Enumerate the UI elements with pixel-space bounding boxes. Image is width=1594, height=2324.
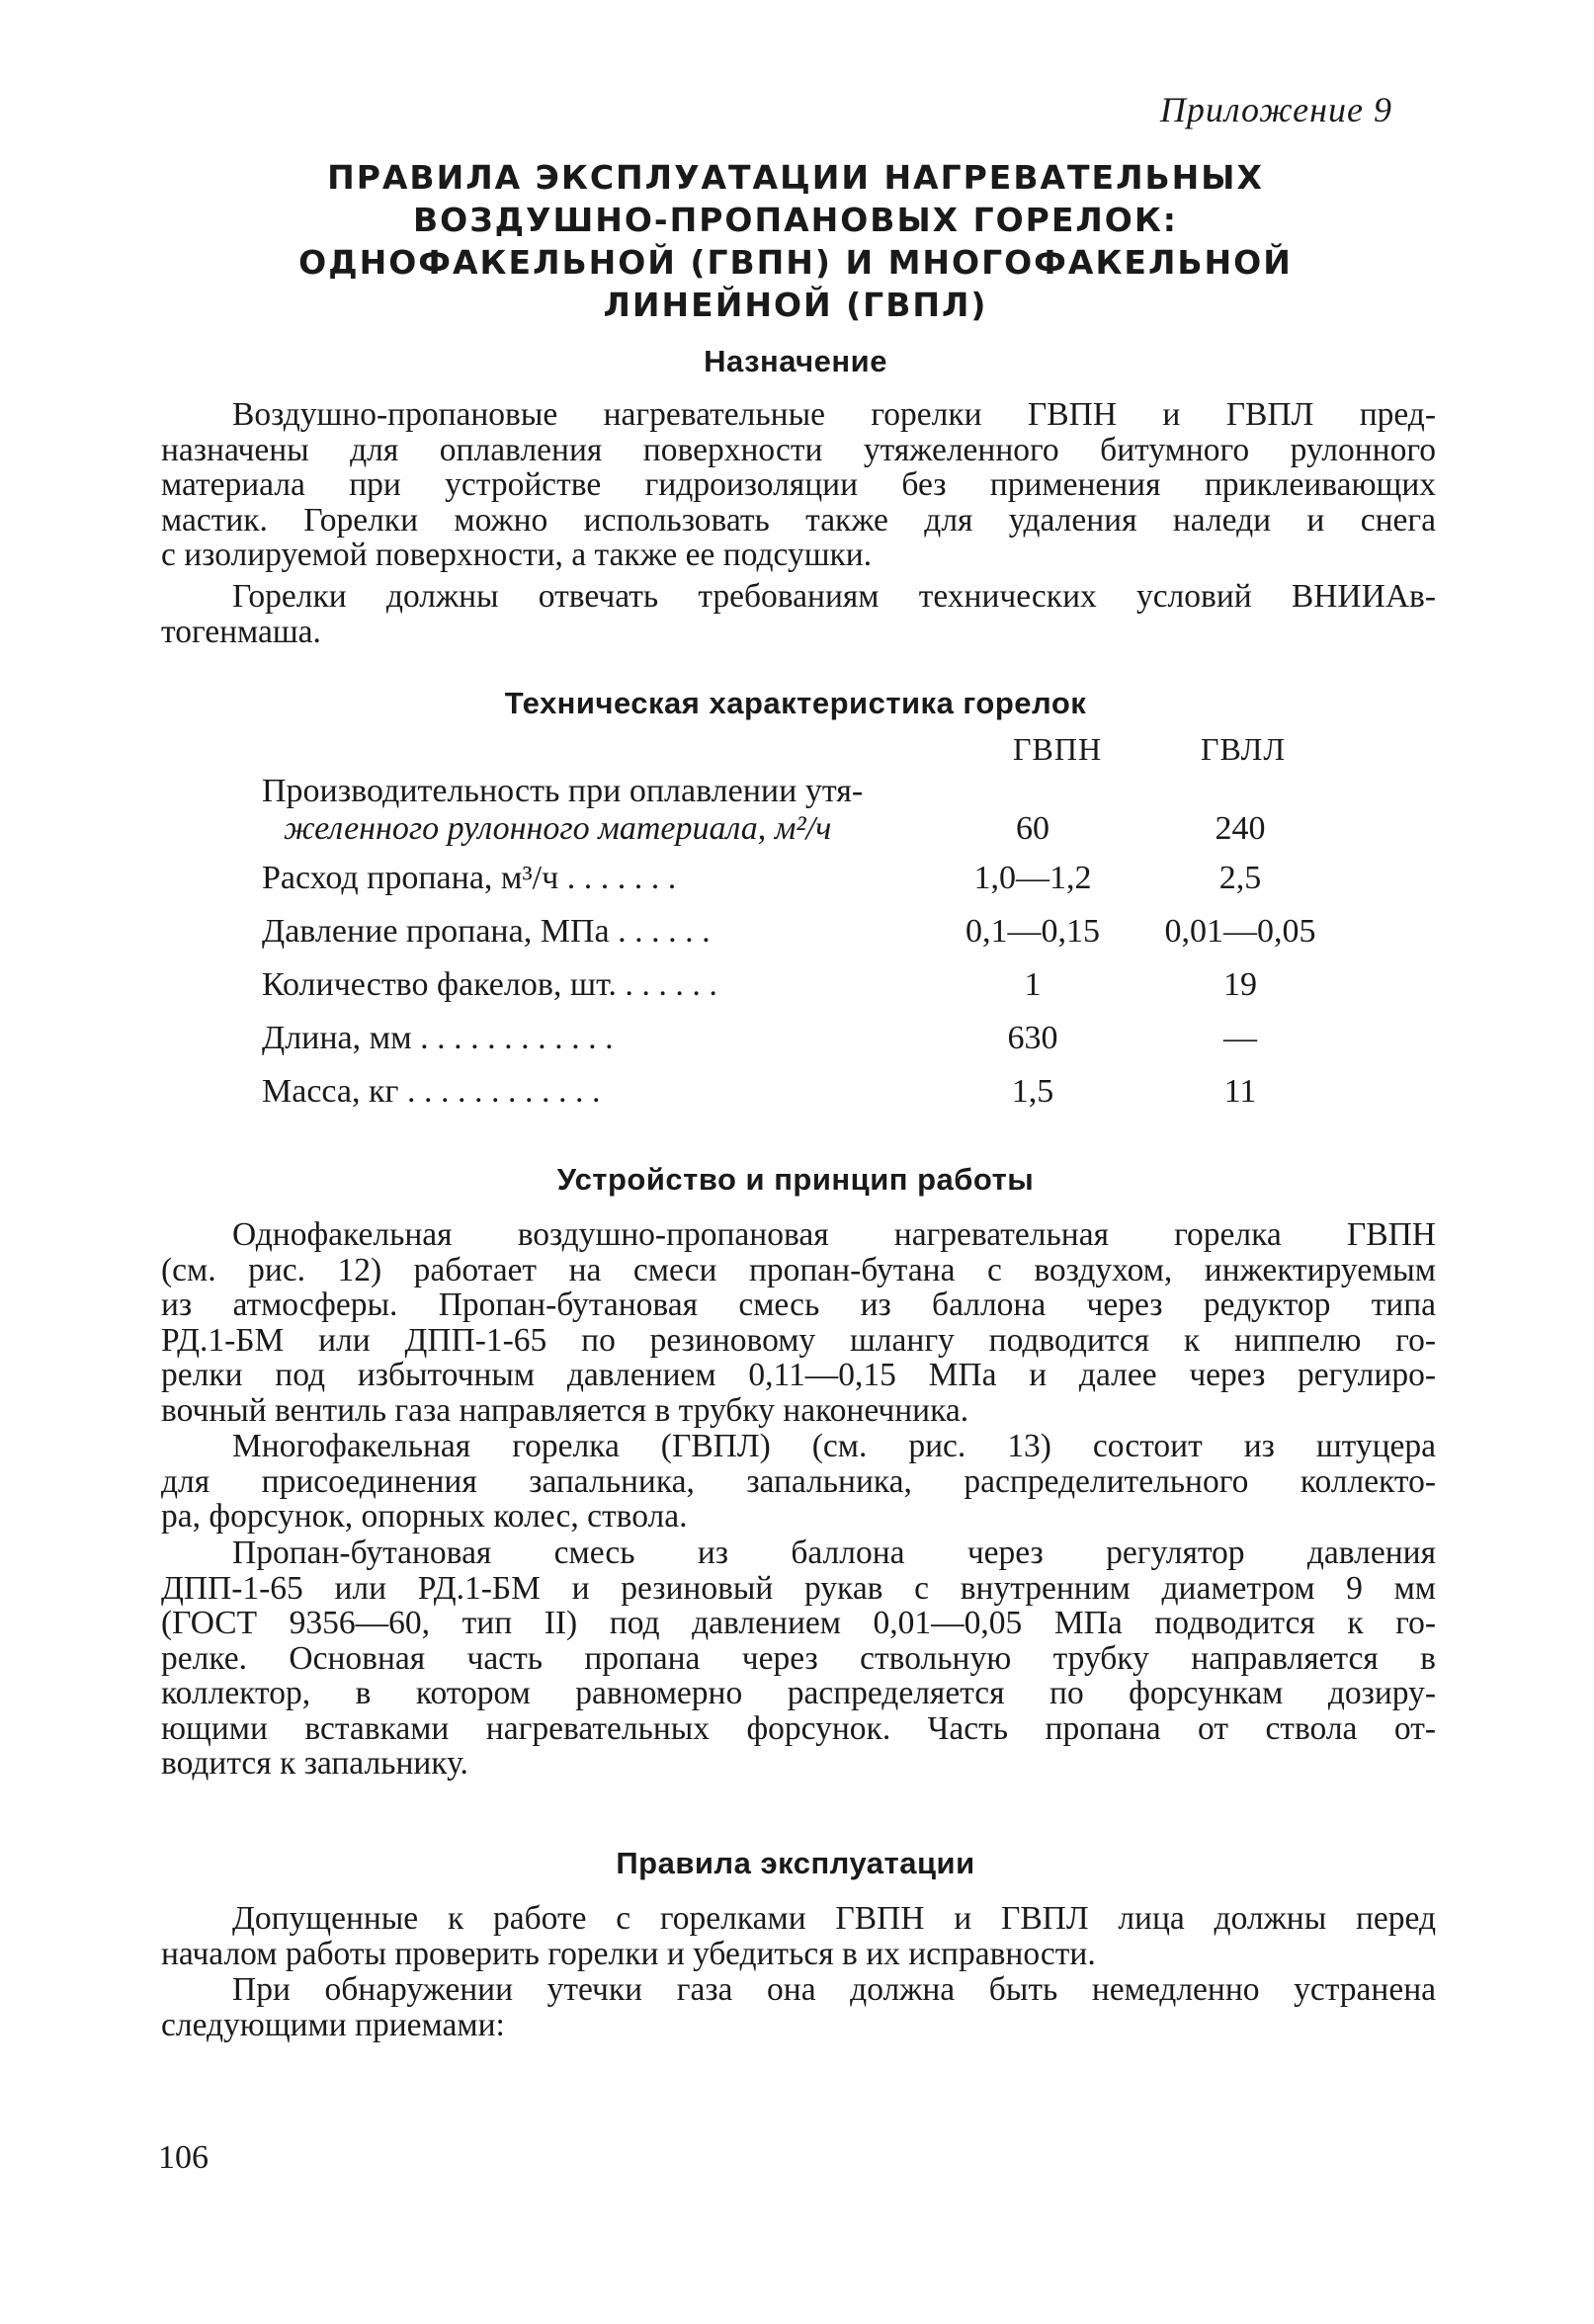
spec-value-gvll: 2,5	[1218, 860, 1262, 896]
text-line: Допущенные к работе с горелками ГВПН и ГВПЛ лица должны перед	[232, 1900, 1436, 1937]
text-line: материала при устройстве гидроизоляции без применения приклеивающих	[161, 466, 1436, 503]
text-line: началом работы проверить горелки и убедиться в их исправности.	[161, 1935, 1096, 1972]
spec-row-productivity	[262, 773, 1349, 852]
text-line: мастик. Горелки можно использовать также для удаления наледи и снега	[161, 501, 1436, 539]
text-line: релке. Основная часть пропана через ствольную трубку направляется в	[161, 1639, 1436, 1677]
title-line: ПРАВИЛА ЭКСПЛУАТАЦИИ НАГРЕВАТЕЛЬНЫХ	[327, 158, 1264, 197]
text-line: При обнаружении утечки газа она должна быть немедленно устранена	[232, 1971, 1436, 2008]
column-header-gvpn: ГВПН	[1013, 731, 1103, 767]
appendix-label: Приложение 9	[1159, 90, 1392, 129]
spec-row-torch-count	[262, 966, 1349, 1006]
text-line: Многофакельная горелка (ГВПЛ) (см. рис. 13) состоит из штуцера	[232, 1428, 1436, 1464]
column-header-gvll: ГВЛЛ	[1201, 731, 1287, 767]
text-line: с изолируемой поверхности, а также ее подсушки.	[161, 537, 873, 573]
text-line: вочный вентиль газа направляется в трубку наконечника.	[161, 1391, 969, 1429]
text-line: Воздушно-пропановые нагревательные горелки ГВПН и ГВПЛ пред-	[232, 396, 1436, 433]
device-paragraph-2	[161, 1429, 1436, 1535]
purpose-paragraph-1	[161, 397, 1436, 573]
text-line: коллектор, в котором равномерно распределяется по форсункам дозиру-	[161, 1675, 1436, 1711]
rules-paragraph-1	[161, 1901, 1436, 1971]
rules-heading: Правила эксплуатации	[616, 1846, 975, 1880]
text-line: РД.1-БМ или ДПП-1-65 по резиновому шлангу подводится к ниппелю го-	[161, 1321, 1436, 1359]
spec-label: Давление пропана, МПа . . . . . .	[262, 913, 711, 950]
spec-value-gvll: 240	[1215, 810, 1266, 847]
text-line: водится к запальнику.	[161, 1745, 468, 1782]
spec-row-mass	[262, 1073, 1349, 1113]
spec-label: Расход пропана, м³/ч . . . . . . .	[262, 860, 677, 896]
text-line: для присоединения запальника, запальника, распределительного коллекто-	[161, 1462, 1436, 1500]
text-line: тогенмаша.	[161, 613, 321, 650]
rules-paragraph-2	[161, 1972, 1436, 2042]
device-paragraph-3	[161, 1536, 1436, 1782]
title-line: ВОЗДУШНО-ПРОПАНОВЫХ ГОРЕЛОК:	[412, 201, 1179, 239]
spec-label: Масса, кг . . . . . . . . . . . .	[262, 1073, 601, 1110]
spec-value-gvpn: 1,5	[1011, 1073, 1054, 1110]
text-line: назначены для оплавления поверхности утяжеленного битумного рулонного	[161, 431, 1436, 468]
spec-value-gvpn: 0,1—0,15	[965, 913, 1100, 950]
text-line: (см. рис. 12) работает на смеси пропан-бутана с воздухом, инжектируемым	[161, 1251, 1436, 1288]
spec-label-line1: Производительность при оплавлении утя-	[262, 773, 864, 809]
title-line: ОДНОФАКЕЛЬНОЙ (ГВПН) И МНОГОФАКЕЛЬНОЙ	[298, 243, 1293, 282]
spec-value-gvll: 0,01—0,05	[1164, 913, 1316, 950]
spec-value-gvpn: 60	[1016, 810, 1049, 847]
spec-value-gvpn: 1	[1024, 966, 1042, 1003]
purpose-paragraph-2	[161, 579, 1436, 649]
spec-row-propane-pressure	[262, 913, 1349, 953]
text-line: из атмосферы. Пропан-бутановая смесь из баллона через редуктор типа	[161, 1286, 1436, 1323]
title-line: ЛИНЕЙНОЙ (ГВПЛ)	[603, 286, 988, 324]
spec-row-propane-flow	[262, 860, 1349, 899]
page-number: 106	[158, 2139, 209, 2176]
device-paragraph-1	[161, 1217, 1436, 1428]
spec-value-gvpn: 1,0—1,2	[973, 860, 1092, 896]
spec-value-gvll: 19	[1223, 966, 1257, 1003]
text-line: релки под избыточным давлением 0,11—0,15 МПа и далее через регулиро-	[161, 1357, 1436, 1393]
spec-row-length	[262, 1020, 1349, 1059]
spec-value-gvll: —	[1223, 1020, 1257, 1056]
text-line: ра, форсунок, опорных колес, ствола.	[161, 1498, 688, 1535]
text-line: следующими приемами:	[161, 2006, 505, 2043]
document-title	[158, 156, 1433, 326]
text-line: Однофакельная воздушно-пропановая нагревательная горелка ГВПН	[232, 1216, 1436, 1253]
text-line: Горелки должны отвечать требованиям технических условий ВНИИАв-	[232, 578, 1436, 615]
purpose-heading: Назначение	[704, 344, 887, 378]
spec-label: Длина, мм . . . . . . . . . . . .	[262, 1020, 614, 1056]
spec-value-gvpn: 630	[1007, 1020, 1058, 1056]
text-line: ДПП-1-65 или РД.1-БМ и резиновый рукав с внутренним диаметром 9 мм	[161, 1569, 1436, 1607]
text-line: Пропан-бутановая смесь из баллона через регулятор давления	[232, 1535, 1436, 1571]
device-heading: Устройство и принцип работы	[556, 1162, 1035, 1197]
text-line: ющими вставками нагревательных форсунок. Часть пропана от ствола от-	[161, 1709, 1436, 1747]
specs-heading: Техническая характеристика горелок	[504, 686, 1087, 720]
text-line: (ГОСТ 9356—60, тип II) под давлением 0,01—0,05 МПа подводится к го-	[161, 1605, 1436, 1641]
spec-label: Количество факелов, шт. . . . . . .	[262, 966, 717, 1003]
spec-label: желенного рулонного материала, м²/ч	[284, 810, 832, 847]
spec-value-gvll: 11	[1223, 1073, 1257, 1110]
